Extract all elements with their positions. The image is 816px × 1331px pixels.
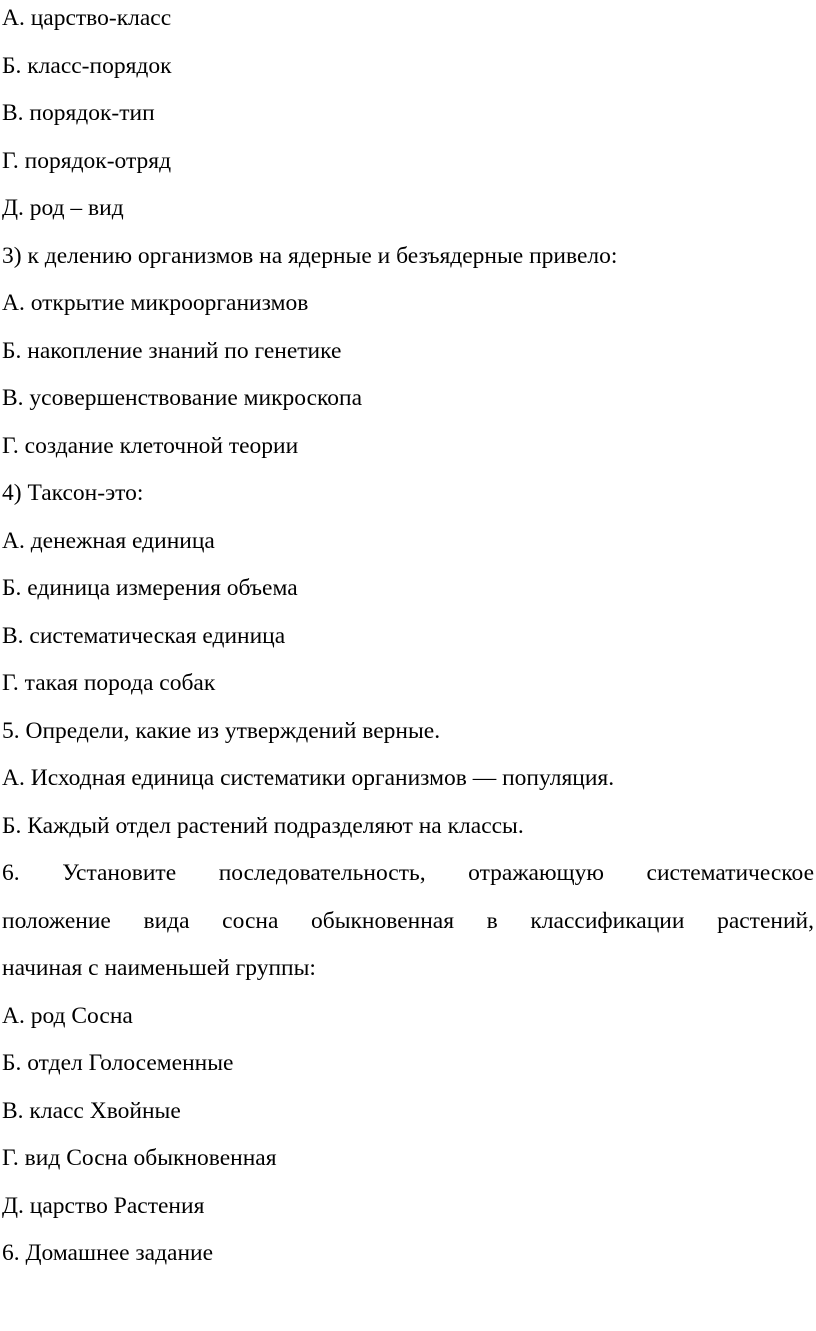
text-line: В. систематическая единица xyxy=(2,622,286,649)
text-line: Г. создание клеточной теории xyxy=(2,432,299,459)
text-line: А. открытие микроорганизмов xyxy=(2,290,309,316)
text-line: Г. порядок-отряд xyxy=(2,147,172,174)
question-5: 5. Определи, какие из утверждений верные. xyxy=(2,717,441,744)
question-4: 4) Таксон-это: xyxy=(2,480,144,506)
text-line: Г. такая порода собак xyxy=(2,670,216,696)
question-6-line-2: положение вида сосна обыкновенная в классификации растений, xyxy=(2,907,814,934)
text-line: Б. единица измерения объема xyxy=(2,575,298,601)
text-line: Г. вид Сосна обыкновенная xyxy=(2,1145,277,1171)
text-line: Б. Каждый отдел растений подразделяют на классы. xyxy=(2,812,524,839)
text-line: Б. накопление знаний по генетике xyxy=(2,337,342,364)
text-line: А. Исходная единица систематики организмов — популяция. xyxy=(2,765,615,791)
text-line: В. усовершенствование микроскопа xyxy=(2,385,363,411)
question-3: 3) к делению организмов на ядерные и безъядерные привело: xyxy=(2,242,618,269)
text-line: Б. отдел Голосеменные xyxy=(2,1050,234,1076)
text-line: Д. род – вид xyxy=(2,195,124,221)
text-line: В. порядок-тип xyxy=(2,100,155,126)
text-line: А. род Сосна xyxy=(2,1002,133,1029)
text-line: Д. царство Растения xyxy=(2,1192,205,1219)
question-6-line-1: 6. Установите последовательность, отражающую систематическое xyxy=(2,860,814,886)
question-6-line-3: начиная с наименьшей группы: xyxy=(2,955,316,981)
text-line: А. царство-класс xyxy=(2,5,172,31)
homework-heading: 6. Домашнее задание xyxy=(2,1240,214,1266)
text-line: Б. класс-порядок xyxy=(2,52,172,79)
document-body xyxy=(2,0,814,1283)
text-line: В. класс Хвойные xyxy=(2,1097,181,1124)
text-line: А. денежная единица xyxy=(2,527,215,554)
